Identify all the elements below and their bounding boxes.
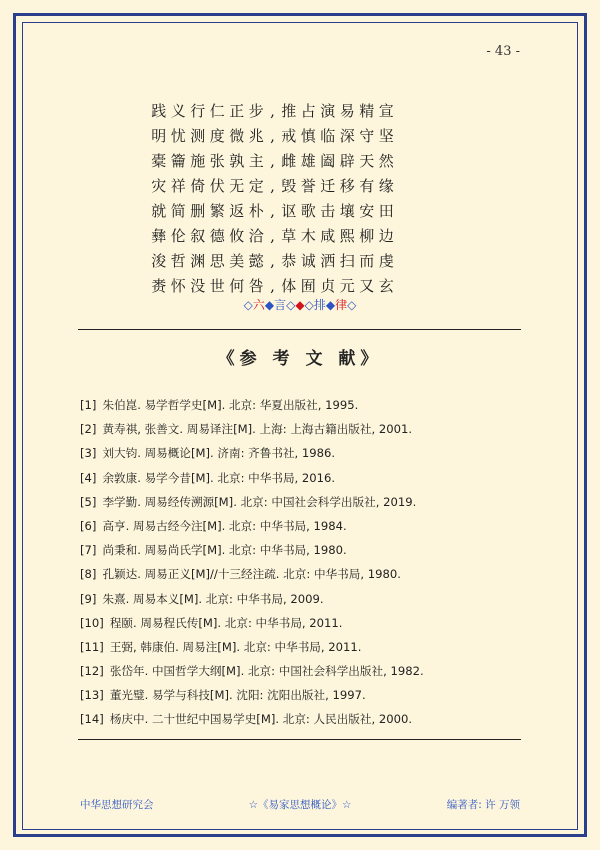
reference-item [80,538,520,562]
reference-item [80,659,520,683]
references-list [80,393,520,732]
references-title: 《参 考 文 献》 [217,349,383,369]
tag-char: 言 [274,298,287,312]
poem-tag [200,296,400,313]
poem-half-line: 毁 誉 迁 移 有 缘 [281,177,394,195]
tag-diamond-outline: ◇ [347,298,357,312]
reference-number: [11] [80,639,104,654]
reference-number: [12] [80,664,104,679]
reference-number: [14] [80,712,104,727]
reference-number: [13] [80,688,104,703]
poem-comma: , [270,126,275,145]
reference-number: [7] [80,543,97,558]
reference-number: [9] [80,591,97,606]
reference-text: 刘大钧. 周易概论[M]. 济南: 齐鲁书社, 1986. [102,446,336,461]
reference-number: [8] [80,567,97,582]
reference-item [80,611,520,635]
poem-half-line: 橐 籥 施 张 孰 主 [151,152,264,170]
tag-diamond-outline: ◇ [243,298,253,312]
poem-half-line: 就 简 删 繁 返 朴 [151,202,264,220]
reference-text: 高亨. 周易古经今注[M]. 北京: 中华书局, 1984. [102,518,347,533]
poem-half-line: 体 囿 贞 元 又 玄 [281,277,394,295]
poem-half-line: 推 占 演 易 精 宣 [281,102,394,120]
poem-half-line: 戒 慎 临 深 守 坚 [281,127,394,145]
reference-number: [4] [80,470,97,485]
footer-author: 编著者: 许 万领 [446,799,520,811]
tag-char: 六 [252,298,265,312]
tag-diamond-filled: ◆ [295,298,305,312]
reference-item [80,490,520,514]
reference-text: 张岱年. 中国哲学大纲[M]. 北京: 中国社会科学出版社, 1982. [109,664,424,679]
reference-number: [1] [80,398,97,412]
reference-item [80,393,520,417]
reference-item [80,514,520,538]
poem-half-line: 讴 歌 击 壤 安 田 [281,202,394,220]
poem-comma: , [270,201,275,220]
reference-number: [2] [80,422,97,437]
poem-half-line: 雌 雄 阖 辟 天 然 [281,152,394,170]
reference-item [80,587,520,611]
poem-half-line: 浚 哲 渊 思 美 懿 [151,252,264,270]
poem-half-line: 践 义 行 仁 正 步 [151,102,264,120]
reference-number: [3] [80,446,97,461]
poem-line [149,248,459,273]
poem-half-line: 灾 祥 倚 伏 无 定 [151,177,264,195]
reference-item [80,707,520,731]
reference-item [80,562,520,586]
page-number: - 43 - [486,44,520,59]
divider-bottom [78,739,521,740]
footer-organization: 中华思想研究会 [80,799,154,811]
footer [0,797,600,813]
poem [149,98,459,298]
reference-text: 董光璧. 易学与科技[M]. 沈阳: 沈阳出版社, 1997. [109,688,366,703]
reference-text: 黄寿祺, 张善文. 周易译注[M]. 上海: 上海古籍出版社, 2001. [102,422,413,437]
reference-number: [5] [80,494,97,509]
poem-half-line: 恭 诚 洒 扫 而 虔 [281,252,394,270]
poem-line [149,198,459,223]
reference-number: [6] [80,518,97,533]
reference-text: 余敦康. 易学今昔[M]. 北京: 中华书局, 2016. [102,470,336,485]
poem-comma: , [270,101,275,120]
reference-text: 朱伯崑. 易学哲学史[M]. 北京: 华夏出版社, 1995. [102,398,359,412]
poem-line [149,123,459,148]
divider-top [78,329,521,330]
poem-line [149,273,459,298]
reference-item [80,441,520,465]
reference-text: 李学勤. 周易经传溯源[M]. 北京: 中国社会科学出版社, 2019. [102,494,417,509]
reference-text: 王弼, 韩康伯. 周易注[M]. 北京: 中华书局, 2011. [109,639,362,654]
poem-half-line: 草 木 咸 熙 柳 边 [281,227,394,245]
reference-text: 杨庆中. 二十世纪中国易学史[M]. 北京: 人民出版社, 2000. [109,712,413,727]
reference-item [80,683,520,707]
poem-comma: , [270,176,275,195]
tag-diamond-filled: ◆ [325,298,336,312]
reference-text: 孔颖达. 周易正义[M]//十三经注疏. 北京: 中华书局, 1980. [102,567,401,582]
poem-line [149,148,459,173]
poem-comma: , [270,276,275,295]
tag-char: 律 [335,298,348,312]
reference-item [80,635,520,659]
reference-text: 朱熹. 周易本义[M]. 北京: 中华书局, 2009. [102,591,324,606]
tag-diamond-filled: ◆ [264,298,275,312]
poem-half-line: 明 忧 测 度 微 兆 [151,127,264,145]
poem-line [149,98,459,123]
poem-comma: , [270,251,275,270]
poem-half-line: 赉 怀 没 世 何 咎 [151,277,264,295]
tag-diamond-outline: ◇ [286,298,296,312]
poem-line [149,223,459,248]
reference-item [80,466,520,490]
tag-char: 排 [313,298,326,312]
poem-comma: , [270,226,275,245]
footer-book-title: ☆《易家思想概论》☆ [248,799,352,811]
poem-comma: , [270,151,275,170]
reference-text: 程颐. 周易程氏传[M]. 北京: 中华书局, 2011. [109,615,343,630]
reference-number: [10] [80,615,104,630]
poem-half-line: 彝 伦 叙 德 攸 洽 [151,227,264,245]
tag-diamond-outline: ◇ [304,298,314,312]
reference-item [80,417,520,441]
poem-line [149,173,459,198]
reference-text: 尚秉和. 周易尚氏学[M]. 北京: 中华书局, 1980. [102,543,347,558]
